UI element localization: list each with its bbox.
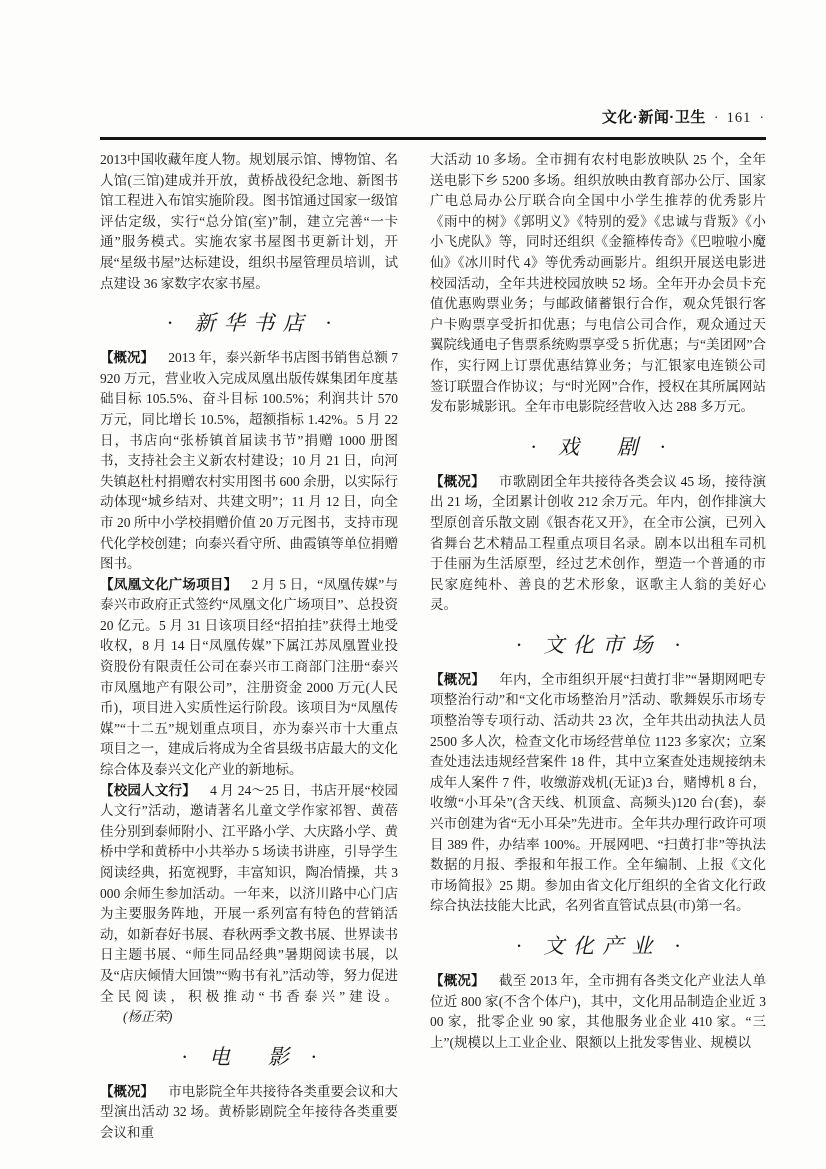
entry-label: 【凤凰文化广场项目】	[100, 576, 238, 592]
entry-campus-humanity-tour	[100, 781, 398, 1028]
entry-text: 市歌剧团全年共接待各类会议 45 场，接待演出 21 场，全团累计创收 212 余万元。年内，创作排演大型原创音乐散文剧《银杏花又开》，在全市公演，已列入省舞台艺术精品工程重点项目名录。剧本以出租车司机于佳丽为生活原型，经过艺术创作，塑造一个普通的市民家庭纯朴、善良的艺术形象，讴歌主人翁的美好心灵。	[430, 473, 767, 613]
entry-text: 市电影院全年共接待各类重要会议和大型演出活动 32 场。黄桥影剧院全年接待各类重要会议和重	[100, 1083, 399, 1140]
entry-bookstore-overview	[100, 348, 398, 575]
entry-culture-industry-overview	[430, 971, 766, 1053]
entry-label: 【概况】	[430, 671, 486, 687]
section-heading-drama: · 戏 剧 ·	[530, 434, 674, 459]
continuation-paragraph: 2013中国收藏年度人物。规划展示馆、博物馆、名人馆(三馆)建成并开放，黄桥战役纪念地、新图书馆工程进入布馆实施阶段。图书馆通过国家一级馆评估定级，实行“总分馆(室)”制，建立完善“一卡通”服务模式。实施农家书屋图书更新计划，开展“星级书屋”达标建设，组织书屋管理员培训，试点建设 36 家数字农家书屋。	[100, 152, 398, 291]
entry-text: 2013 年，泰兴新华书店图书销售总额 7920 万元，营业收入完成凤凰出版传媒集团年度基础目标 105.5%、奋斗目标 100.5%；利润共计 570 万元，同比增长 10.5%，超额指标 1.42%。5 月 22 日，书店向“张桥镇首届读书节”捐赠 1000 册图书，支持社会主义新农村建设；10 月 21 日，向河失镇赵杜村捐赠农村实用图书 600 余册，以实际行动体现“城乡结对、共建文明”；11 月 12 日，向全市 20 所中小学校捐赠价值 20 万元图书，支持市现代化学校创建；向泰兴看守所、曲霞镇等单位捐赠图书。	[100, 350, 399, 572]
section-heading-film: · 电 影 ·	[181, 1044, 325, 1069]
right-column	[430, 150, 766, 1144]
page-content	[100, 106, 766, 1144]
header-dot-left: ·	[713, 111, 719, 126]
entry-label: 【概况】	[430, 473, 485, 489]
entry-label: 【概况】	[100, 1083, 155, 1099]
section-heading-culture-industry: · 文化产业 ·	[516, 934, 689, 958]
entry-culture-market-overview	[430, 670, 766, 917]
header-rule	[100, 137, 766, 140]
entry-phoenix-culture-plaza	[100, 575, 398, 781]
entry-text: 截至 2013 年，全市拥有各类文化产业法人单位近 800 家(不含个体户)，其中，文化用品制造企业近 300 家，批零企业 90 家，其他服务业企业 410 家。“三上”(规模以上工业企业、限额以上批发零售业、规模以	[430, 973, 767, 1050]
entry-text: 年内，全市组织开展“扫黄打非”“暑期网吧专项整治行动”和“文化市场整治月”活动、歌舞娱乐市场专项整治等专项行动、活动共 23 次，全年共出动执法人员 2500 多人次，检查文化市场经营单位 1123 多家次；立案查处违法违规经营案件 18 件，其中立案查处违规接纳未成年人案件 7 件，收缴游戏机(无证)3 台，赌博机 8 台，收缴“小耳朵”(含天线、机顶盒、高频头)120 台(套)，泰兴市创建为省“无小耳朵”先进市。全年共办理行政许可项目 389 件，办结率 100%。开展网吧、“扫黄打非”等执法数据的月报、季报和年报工作。全年编制、上报《文化市场简报》25 期。参加由省文化厅组织的全省文化行政综合执法技能大比武，名列省直管试点县(市)第一名。	[430, 671, 767, 914]
left-column	[100, 150, 398, 1144]
entry-text: 2 月 5 日，“凤凰传媒”与泰兴市政府正式签约“凤凰文化广场项目”、总投资 20 亿元。5 月 31 日该项目经“招拍挂”获得土地受收权，8 月 14 日“凤凰传媒”下属江苏凤凰置业投资股份有限责任公司在泰兴市工商部门注册“泰兴市凤凰地产有限公司”，注册资金 2000 万元(人民币)，项目进入实质性运行阶段。该项目为“凤凰传媒”“十二五”规划重点项目，亦为泰兴市十大重点项目之一，建成后将成为全省县级书店最大的文化综合体及泰兴文化产业的新地标。	[100, 576, 399, 778]
page-header	[100, 106, 766, 130]
entry-label: 【校园人文行】	[100, 782, 196, 798]
entry-label: 【概况】	[430, 973, 485, 988]
two-column-text	[100, 150, 766, 1144]
running-head: 文化·新闻·卫生	[601, 109, 706, 126]
entry-text: 4 月 24～25 日，书店开展“校园人文行”活动，邀请著名儿童文学作家祁智、黄蓓佳分别到泰师附小、江平路小学、大庆路小学、黄桥中学和黄桥中小共举办 5 场读书讲座，引导学生阅读经典，拓宽视野，丰富知识，陶冶情操，共 3000 余师生参加活动。一年来，以济川路中心门店为主要服务阵地，开展一系列富有特色的营销活动，如新春好书展、春秋两季文教书展、世界读书日主题书展、“师生同品经典”暑期阅读书展，以及“店庆倾情大回馈”“购书有礼”活动等，努力促进全民阅读，积极推动“书香泰兴”建设。	[100, 782, 398, 1004]
section-heading-culture-market: · 文化市场 ·	[516, 632, 689, 657]
header-dot-right: ·	[759, 111, 764, 126]
page-number: 161	[726, 110, 752, 126]
entry-drama-overview	[430, 472, 766, 616]
author-credit: (杨正荣)	[122, 1009, 173, 1025]
entry-label: 【概况】	[100, 350, 155, 366]
film-continuation-paragraph: 大活动 10 多场。全市拥有农村电影放映队 25 个，全年送电影下乡 5200 多场。组织放映由教育部办公厅、国家广电总局办公厅联合向全国中小学生推荐的优秀影片《雨中的树》《郭明义》《特别的爱》《忠诚与背叛》《小小飞虎队》等，同时还组织《金箍棒传奇》《巴啦啦小魔仙》《冰川时代 4》等优秀动画影片。组织开展送电影进校园活动，全年共进校园放映 52 场。全年开办会员卡充值优惠购票业务；与邮政储蓄银行合作，观众凭银行客户卡购票享受折扣优惠；与电信公司合作，观众通过天翼院线通电子售票系统购票享受 5 折优惠；与“美团网”合作，实行网上订票优惠结算业务；与汇银家电连锁公司签订联盟合作协议；与“时光网”合作，授权在其所属网站发布影城影讯。全年市电影院经营收入达 288 多万元。	[430, 152, 766, 415]
section-heading-xinhua-bookstore: · 新华书店 ·	[167, 311, 340, 336]
entry-film-overview	[100, 1082, 398, 1144]
